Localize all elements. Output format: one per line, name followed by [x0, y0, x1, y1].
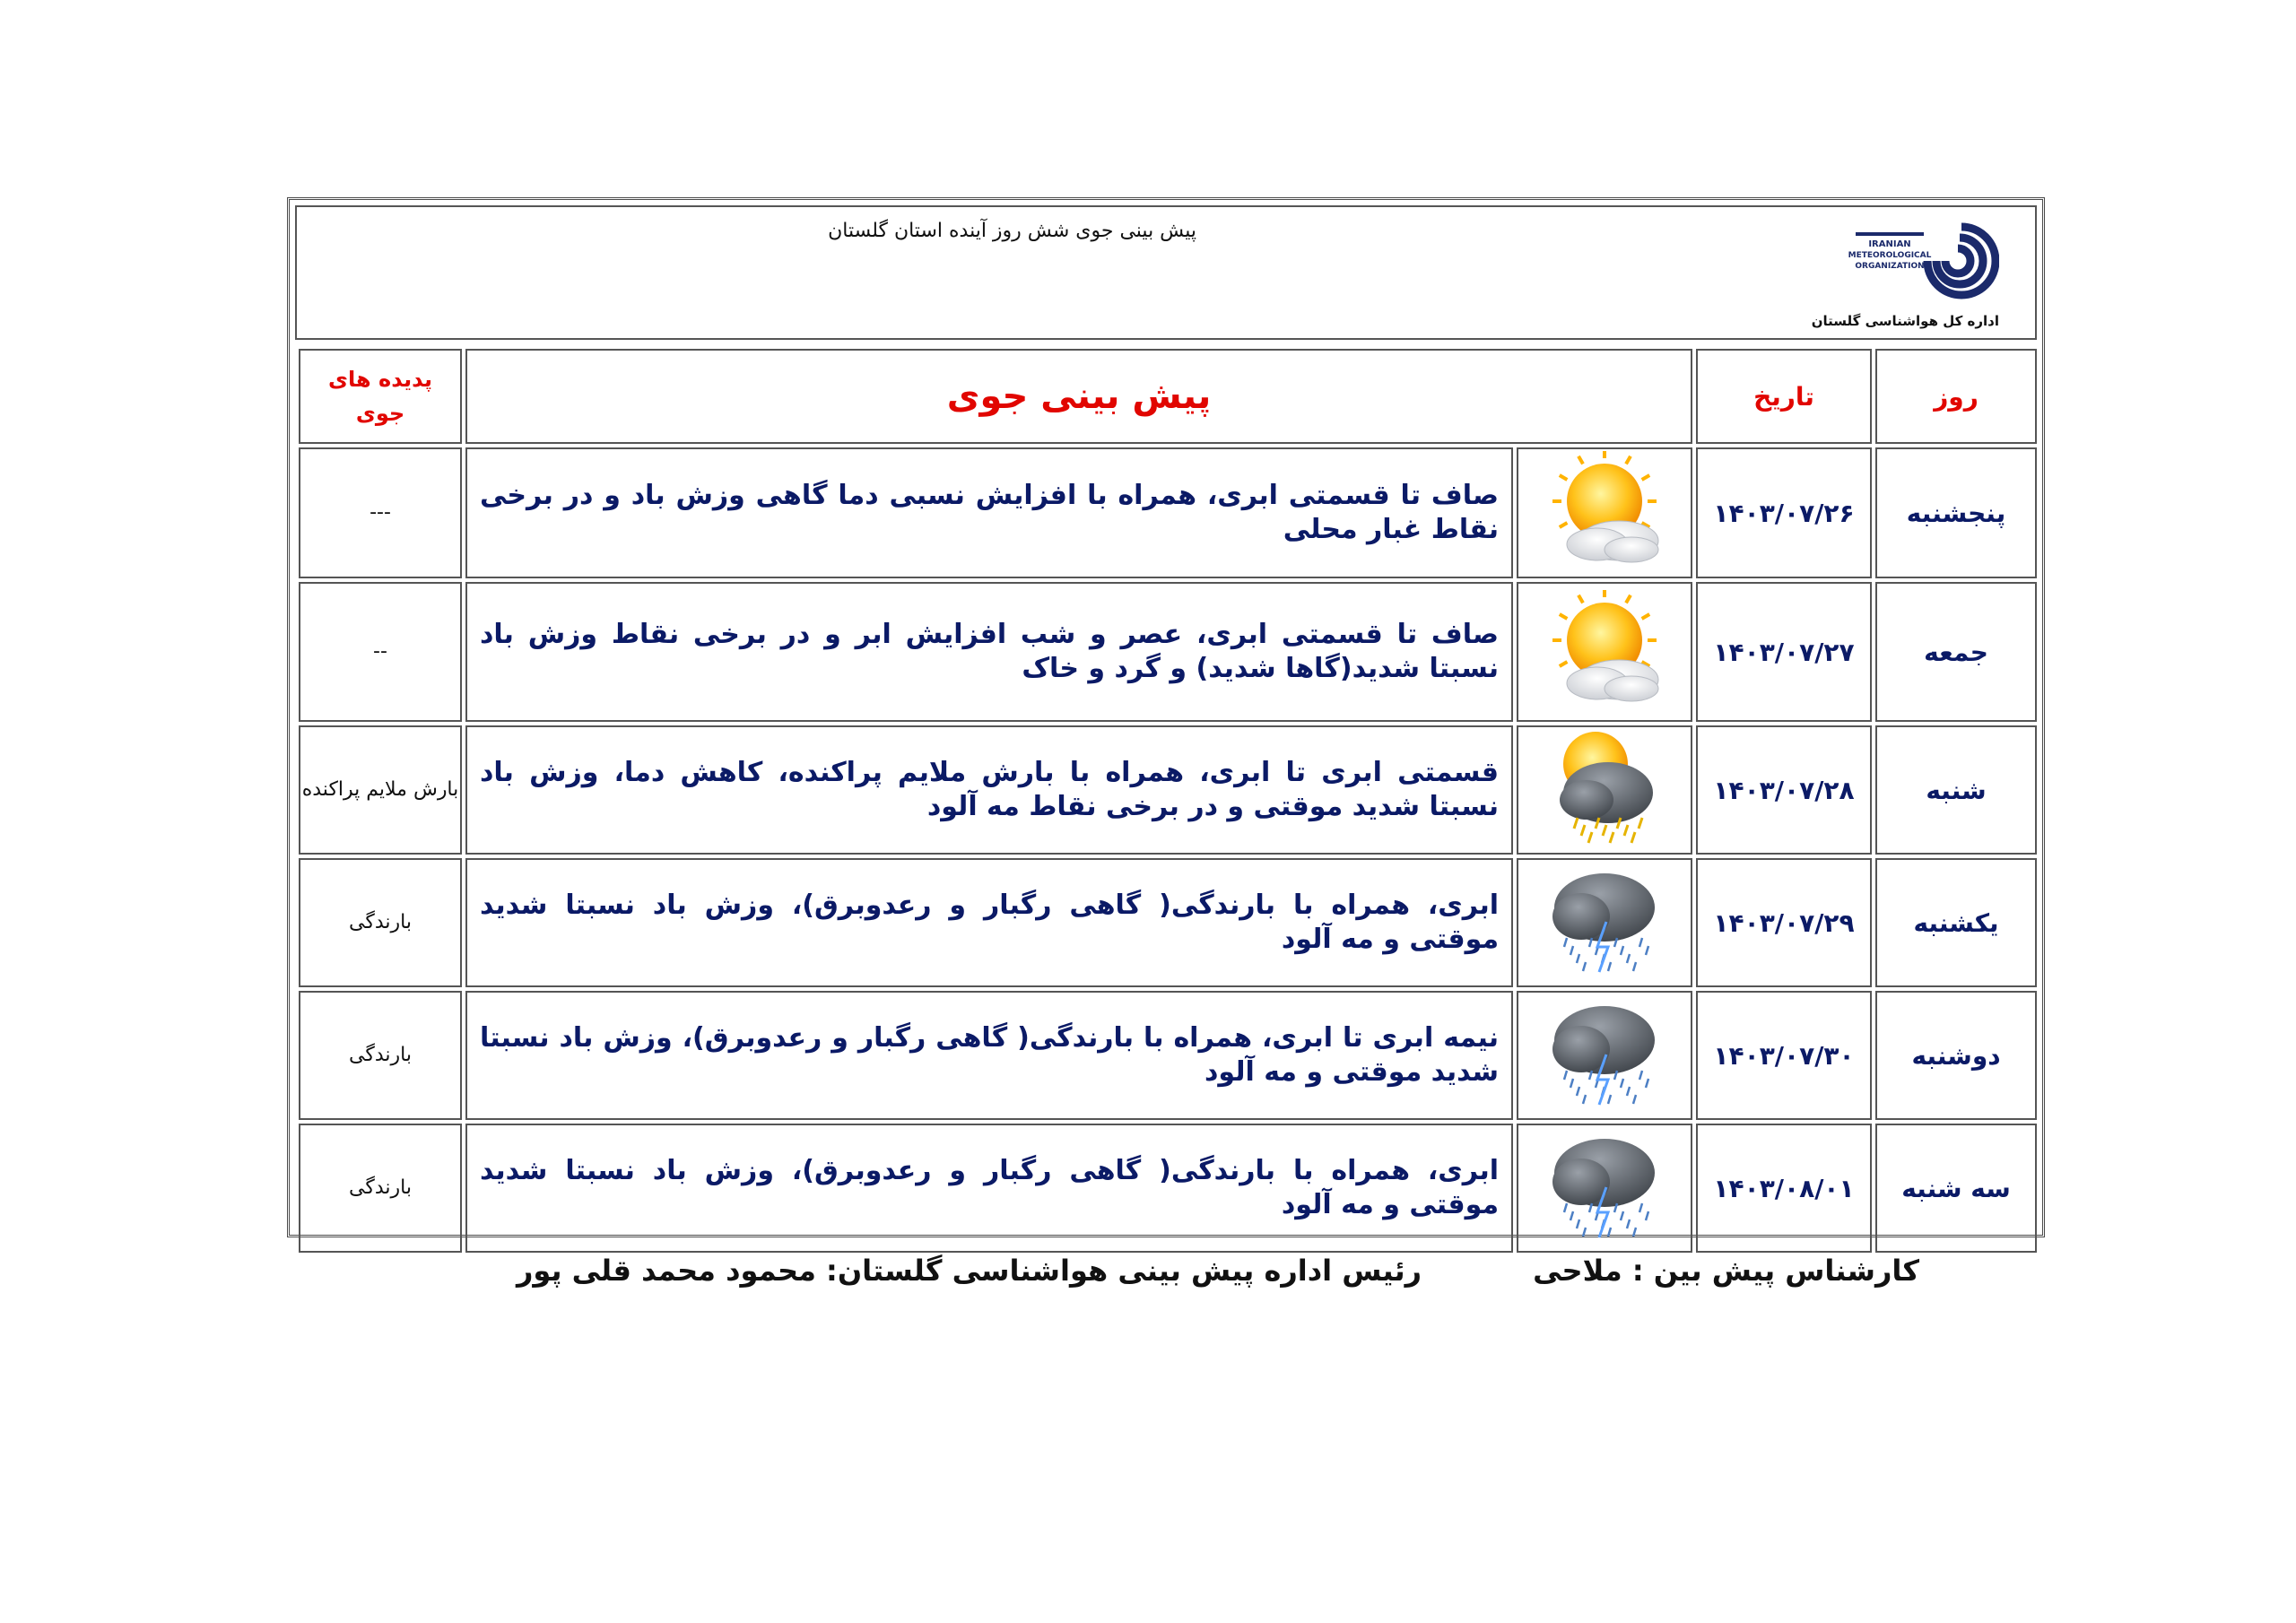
meteorological-logo — [1811, 216, 1999, 333]
forecast-row — [299, 991, 2037, 1120]
logo-text-2: METEOROLOGICAL — [1848, 251, 1932, 260]
date-cell: ۱۴۰۳/۰۷/۲۶ — [1696, 447, 1872, 578]
forecast-text: ابری، همراه با بارندگی( گاهی رگبار و رعدوبرق)، وزش باد نسبتا شدید موقتی و مه آلود — [465, 1124, 1513, 1253]
phenomena-cell: بارش ملایم پراکنده — [299, 725, 462, 855]
phenomena-cell: -- — [299, 582, 462, 722]
phenomena-header-line1: پدیده های — [328, 367, 432, 392]
table-header-row — [299, 349, 2037, 444]
icon-cell — [1517, 447, 1692, 578]
forecast-text: قسمتی ابری تا ابری، همراه با بارش ملایم پراکنده، کاهش دما، وزش باد نسبتا شدید موقتی و در برخی نقاط مه آلود — [465, 725, 1513, 855]
day-cell: پنجشنبه — [1875, 447, 2037, 578]
sun-behind-cloud-icon — [1542, 558, 1667, 575]
header-box — [295, 205, 2037, 340]
forecast-row — [299, 1124, 2037, 1253]
department-head-signature: رئیس اداره پیش بینی هواشناسی گلستان: محمود محمد قلی پور — [516, 1254, 1422, 1288]
date-cell: ۱۴۰۳/۰۷/۲۹ — [1696, 858, 1872, 987]
phenomena-cell: بارندگی — [299, 858, 462, 987]
logo-text-1: IRANIAN — [1868, 239, 1911, 249]
column-header-date: تاریخ — [1696, 349, 1872, 444]
day-cell: سه شنبه — [1875, 1124, 2037, 1253]
sun-behind-cloud-icon — [1542, 697, 1667, 714]
icon-cell — [1517, 725, 1692, 855]
day-cell: یکشنبه — [1875, 858, 2037, 987]
column-header-phenomena — [299, 349, 462, 444]
logo-text-3: ORGANIZATION — [1855, 262, 1925, 271]
date-cell: ۱۴۰۳/۰۸/۰۱ — [1696, 1124, 1872, 1253]
icon-cell — [1517, 991, 1692, 1120]
phenomena-cell: بارندگی — [299, 991, 462, 1120]
forecast-text: صاف تا قسمتی ابری، عصر و شب افزایش ابر و در برخی نقاط وزش باد نسبتا شدید(گاها شدید) و گرد و خاک — [465, 582, 1513, 722]
column-header-forecast: پیش بینی جوی — [465, 349, 1692, 444]
thunderstorm-rain-icon — [1542, 1100, 1667, 1117]
phenomena-header-line2: جوی — [355, 401, 405, 426]
day-cell: جمعه — [1875, 582, 2037, 722]
day-cell: شنبه — [1875, 725, 2037, 855]
page-title: پیش بینی جوی شش روز آینده استان گلستان — [828, 220, 1196, 242]
column-header-day: روز — [1875, 349, 2037, 444]
forecaster-signature: کارشناس پیش بین : ملاحی — [1533, 1254, 1919, 1288]
thunderstorm-rain-icon — [1542, 968, 1667, 985]
organization-name: اداره کل هواشناسی گلستان — [1811, 313, 1999, 329]
icon-cell — [1517, 582, 1692, 722]
forecast-text: نیمه ابری تا ابری، همراه با بارندگی( گاهی رگبار و رعدوبرق)، وزش باد نسبتا شدید موقتی و مه آلود — [465, 991, 1513, 1120]
icon-cell — [1517, 858, 1692, 987]
forecast-table — [295, 345, 2040, 1256]
date-cell: ۱۴۰۳/۰۷/۳۰ — [1696, 991, 1872, 1120]
thunderstorm-rain-icon — [1542, 1233, 1667, 1250]
phenomena-cell: --- — [299, 447, 462, 578]
icon-cell — [1517, 1124, 1692, 1253]
sun-cloud-rain-icon — [1542, 835, 1667, 852]
forecast-row — [299, 725, 2037, 855]
forecast-row — [299, 447, 2037, 578]
forecast-sheet — [287, 197, 2045, 1237]
forecast-text: صاف تا قسمتی ابری، همراه با افزایش نسبی دما گاهی وزش باد و در برخی نقاط غبار محلی — [465, 447, 1513, 578]
date-cell: ۱۴۰۳/۰۷/۲۷ — [1696, 582, 1872, 722]
forecast-row — [299, 582, 2037, 722]
forecast-row — [299, 858, 2037, 987]
day-cell: دوشنبه — [1875, 991, 2037, 1120]
phenomena-cell: بارندگی — [299, 1124, 462, 1253]
logo-swirl-icon — [1820, 216, 1999, 310]
date-cell: ۱۴۰۳/۰۷/۲۸ — [1696, 725, 1872, 855]
forecast-text: ابری، همراه با بارندگی( گاهی رگبار و رعدوبرق)، وزش باد نسبتا شدید موقتی و مه آلود — [465, 858, 1513, 987]
